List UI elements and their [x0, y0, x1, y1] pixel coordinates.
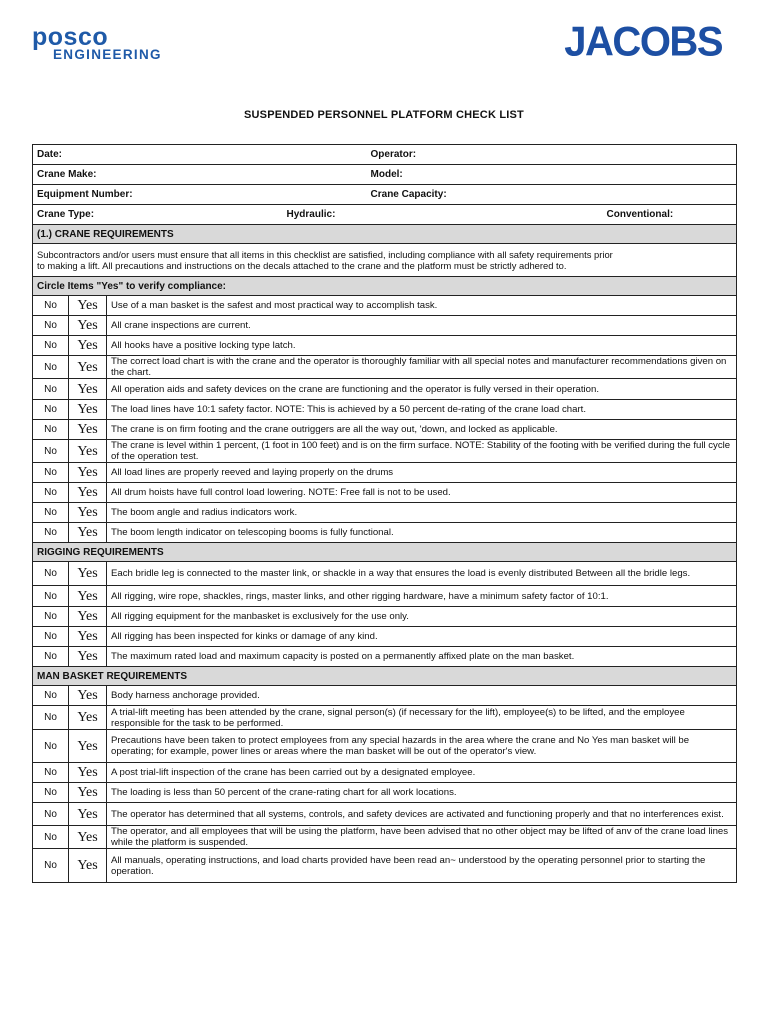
no-option[interactable]: No — [33, 607, 69, 627]
date-field: Date: — [33, 145, 367, 165]
checklist-item — [33, 849, 737, 883]
yes-option[interactable]: Yes — [69, 420, 107, 440]
checklist-item — [33, 523, 737, 543]
checklist-item-text: The loading is less than 50 percent of the crane-rating chart for all work locations. — [107, 783, 737, 803]
no-option[interactable]: No — [33, 420, 69, 440]
checklist-item-text: All rigging, wire rope, shackles, rings, master links, and other rigging hardware, have a minimum safety factor of 10:1. — [107, 586, 737, 607]
checklist-item-text: A post trial-lift inspection of the crane has been carried out by a designated employee. — [107, 763, 737, 783]
yes-option[interactable]: Yes — [69, 463, 107, 483]
checklist-item-text: Each bridle leg is connected to the master link, or shackle in a way that ensures the load is evenly distributed Between all the bridle legs. — [107, 562, 737, 586]
no-option[interactable]: No — [33, 706, 69, 730]
checklist-item-text: The operator, and all employees that will be using the platform, have been advised that no other object may be lifted of anv of the crane load lines while the platform is suspended. — [107, 826, 737, 849]
yes-option[interactable]: Yes — [69, 523, 107, 543]
no-option[interactable]: No — [33, 647, 69, 667]
checklist-item — [33, 803, 737, 826]
crane-requirements-header — [33, 225, 737, 244]
yes-option[interactable]: Yes — [69, 296, 107, 316]
no-option[interactable]: No — [33, 849, 69, 883]
checklist-item — [33, 607, 737, 627]
checklist-item — [33, 783, 737, 803]
checklist-item-text: The crane is level within 1 percent, (1 foot in 100 feet) and is on the firm surface. NOTE: Stability of the footing with be verified during the full cycle of the operation test. — [107, 440, 737, 463]
yes-option[interactable]: Yes — [69, 586, 107, 607]
hydraulic-field — [287, 205, 543, 225]
checklist-item — [33, 627, 737, 647]
checklist-item — [33, 706, 737, 730]
no-option[interactable]: No — [33, 440, 69, 463]
checklist-item-text: The operator has determined that all systems, controls, and safety devices are activated and functioning properly and that no interferences exist. — [107, 803, 737, 826]
yes-option[interactable]: Yes — [69, 440, 107, 463]
checklist-item — [33, 763, 737, 783]
crane-type-field: Crane Type: — [33, 205, 287, 225]
checklist-item-text: All operation aids and safety devices on the crane are functioning and the operator is fully versed in their operation. — [107, 379, 737, 400]
crane-make-field: Crane Make: — [33, 165, 367, 185]
no-option[interactable]: No — [33, 483, 69, 503]
hydraulic-label: Hydraulic: — [286, 209, 336, 220]
model-field: Model: — [367, 165, 737, 185]
checklist-table — [32, 144, 737, 883]
rigging-requirements-header-heading: RIGGING REQUIREMENTS — [33, 543, 737, 562]
info-row-equipment — [33, 185, 737, 205]
yes-option[interactable]: Yes — [69, 627, 107, 647]
equipment-number-field: Equipment Number: — [33, 185, 367, 205]
no-option[interactable]: No — [33, 826, 69, 849]
checklist-item-text: All hooks have a positive locking type latch. — [107, 336, 737, 356]
yes-option[interactable]: Yes — [69, 763, 107, 783]
checklist-item — [33, 686, 737, 706]
no-option[interactable]: No — [33, 463, 69, 483]
checklist-item-text: The load lines have 10:1 safety factor. NOTE: This is achieved by a 50 percent de-rating of the crane load chart. — [107, 400, 737, 420]
no-option[interactable]: No — [33, 379, 69, 400]
no-option[interactable]: No — [33, 686, 69, 706]
yes-option[interactable]: Yes — [69, 316, 107, 336]
posco-logo-word: posco — [32, 23, 109, 51]
man-basket-requirements-header-heading: MAN BASKET REQUIREMENTS — [33, 667, 737, 686]
jacobs-logo: JACOBS — [564, 18, 722, 66]
checklist-item-text: The maximum rated load and maximum capacity is posted on a permanently affixed plate on the man basket. — [107, 647, 737, 667]
no-option[interactable]: No — [33, 763, 69, 783]
no-option[interactable]: No — [33, 356, 69, 379]
checklist-item-text: All crane inspections are current. — [107, 316, 737, 336]
crane-requirements-heading: (1.) CRANE REQUIREMENTS — [33, 225, 737, 244]
no-option[interactable]: No — [33, 803, 69, 826]
yes-option[interactable]: Yes — [69, 849, 107, 883]
checklist-item-text: All load lines are properly reeved and laying properly on the drums — [107, 463, 737, 483]
yes-option[interactable]: Yes — [69, 607, 107, 627]
checklist-item — [33, 647, 737, 667]
checklist-item — [33, 336, 737, 356]
checklist-item-text: The boom length indicator on telescoping booms is fully functional. — [107, 523, 737, 543]
checklist-item — [33, 420, 737, 440]
no-option[interactable]: No — [33, 562, 69, 586]
no-option[interactable]: No — [33, 400, 69, 420]
checklist-item — [33, 356, 737, 379]
man-basket-requirements-header — [33, 667, 737, 686]
no-option[interactable]: No — [33, 783, 69, 803]
checklist-item-text: All drum hoists have full control load lowering. NOTE: Free fall is not to be used. — [107, 483, 737, 503]
checklist-item-text: All rigging has been inspected for kinks or damage of any kind. — [107, 627, 737, 647]
checklist-item — [33, 316, 737, 336]
no-option[interactable]: No — [33, 730, 69, 763]
yes-option[interactable]: Yes — [69, 336, 107, 356]
yes-option[interactable]: Yes — [69, 686, 107, 706]
conventional-label: Conventional: — [606, 209, 674, 220]
info-row-date — [33, 145, 737, 165]
yes-option[interactable]: Yes — [69, 562, 107, 586]
checklist-item-text: All manuals, operating instructions, and load charts provided have been read an~ understood by the operating personnel prior to starting the operation. — [107, 849, 737, 883]
checklist-item — [33, 483, 737, 503]
checklist-item — [33, 503, 737, 523]
no-option[interactable]: No — [33, 523, 69, 543]
compliance-note-text: Subcontractors and/or users must ensure that all items in this checklist are satisfied, including compliance with all safety requirements prior to making a lift. All precautions and instructions on the decals attached to the crane and the platform must be strictly adhered to. — [37, 249, 613, 271]
circle-items-row — [33, 277, 737, 296]
yes-option[interactable]: Yes — [69, 356, 107, 379]
no-option[interactable]: No — [33, 296, 69, 316]
yes-option[interactable]: Yes — [69, 503, 107, 523]
checklist-item-text: A trial-lift meeting has been attended by the crane, signal person(s) (if necessary for the lift), employee(s) to be lifted, and the employee responsible for the task to be performed. — [107, 706, 737, 730]
conventional-field — [543, 205, 737, 225]
no-option[interactable]: No — [33, 627, 69, 647]
operator-field: Operator: — [367, 145, 737, 165]
checklist-item — [33, 730, 737, 763]
no-option[interactable]: No — [33, 503, 69, 523]
checklist-item — [33, 400, 737, 420]
checklist-item — [33, 463, 737, 483]
checklist-item-text: All rigging equipment for the manbasket is exclusively for the use only. — [107, 607, 737, 627]
checklist-item — [33, 296, 737, 316]
compliance-note — [33, 244, 737, 277]
no-option[interactable]: No — [33, 336, 69, 356]
checklist-item — [33, 826, 737, 849]
yes-option[interactable]: Yes — [69, 706, 107, 730]
checklist-item — [33, 586, 737, 607]
compliance-note-row — [33, 244, 737, 277]
circle-items-label: Circle Items "Yes" to verify compliance: — [33, 277, 737, 296]
yes-option[interactable]: Yes — [69, 783, 107, 803]
checklist-item — [33, 440, 737, 463]
rigging-requirements-header — [33, 543, 737, 562]
checklist-item-text: The boom angle and radius indicators work. — [107, 503, 737, 523]
crane-capacity-field: Crane Capacity: — [367, 185, 737, 205]
yes-option[interactable]: Yes — [69, 826, 107, 849]
checklist-item — [33, 562, 737, 586]
info-row-crane-type — [33, 205, 737, 225]
checklist-item-text: Body harness anchorage provided. — [107, 686, 737, 706]
checklist-item-text: Use of a man basket is the safest and most practical way to accomplish task. — [107, 296, 737, 316]
yes-option[interactable]: Yes — [69, 803, 107, 826]
yes-option[interactable]: Yes — [69, 483, 107, 503]
engineering-logo-word: ENGINEERING — [53, 47, 162, 62]
checklist-item-text: The correct load chart is with the crane and the operator is thoroughly familiar with all special notes and manufacturer recommendations given on the chart. — [107, 356, 737, 379]
posco-engineering-logo — [32, 23, 162, 62]
yes-option[interactable]: Yes — [69, 379, 107, 400]
checklist-item-text: Precautions have been taken to protect employees from any special hazards in the area where the crane and No Yes man basket will be operating; for example, power lines or areas where the man basket will be out of the operator's view. — [107, 730, 737, 763]
no-option[interactable]: No — [33, 316, 69, 336]
info-row-crane-make — [33, 165, 737, 185]
yes-option[interactable]: Yes — [69, 730, 107, 763]
checklist-item — [33, 379, 737, 400]
document-title: SUSPENDED PERSONNEL PLATFORM CHECK LIST — [244, 109, 524, 121]
yes-option[interactable]: Yes — [69, 647, 107, 667]
yes-option[interactable]: Yes — [69, 400, 107, 420]
no-option[interactable]: No — [33, 586, 69, 607]
checklist-item-text: The crane is on firm footing and the crane outriggers are all the way out, 'down, and locked as applicable. — [107, 420, 737, 440]
